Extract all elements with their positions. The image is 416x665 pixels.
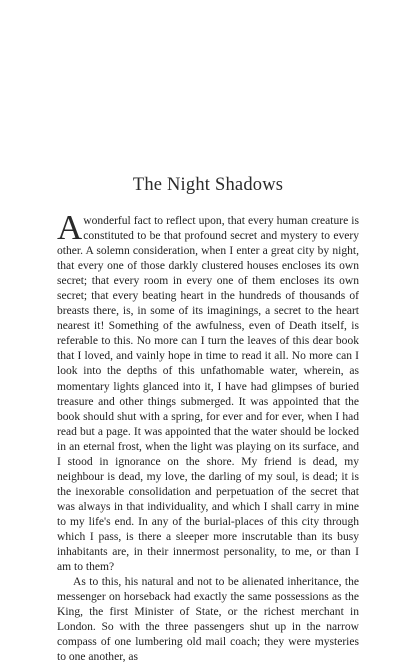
chapter-body	[57, 208, 359, 665]
paragraph-2: As to this, his natural and not to be alienated inheritance, the messenger on horseback had exactly the same possessions as the King, the first Minister of State, or the richest merchant in London. So with the three passengers shut up in the narrow compass of one lumbering old mail coach; they were mysteries to one another, as	[57, 576, 359, 664]
paragraph-1-text: wonderful fact to reflect upon, that every human creature is constituted to be that profound secret and mystery to every other. A solemn consideration, when I enter a great city by night, that every one of those darkly clustered houses encloses its own secret; that every room in every one of them encloses its own secret; that every beating heart in the hundreds of thousands of breasts there, is, in some of its imaginings, a secret to the heart nearest it! Something of the awfulness, even of Death itself, is referable to this. No more can I turn the leaves of this dear book that I loved, and vainly hope in time to read it all. No more can I look into the depths of this unfathomable water, wherein, as momentary lights glanced into it, I have had glimpses of buried treasure and other things submerged. It was appointed that the book should shut with a spring, for ever and for ever, when I had read but a page. It was appointed that the water should be locked in an eternal frost, when the light was playing on its surface, and I stood in ignorance on the shore. My friend is dead, my neighbour is dead, my love, the darling of my soul, is dead; it is the inexorable consolidation and perpetuation of the secret that was always in that individuality, and which I shall carry in mine to my life's end. In any of the burial-places of this city through which I pass, is there a sleeper more inscrutable than its busy inhabitants are, in their innermost personality, to me, or than I am to them?	[57, 215, 359, 574]
chapter-title: The Night Shadows	[132, 175, 284, 195]
drop-cap: A	[57, 208, 83, 247]
paragraph-1	[57, 208, 359, 575]
